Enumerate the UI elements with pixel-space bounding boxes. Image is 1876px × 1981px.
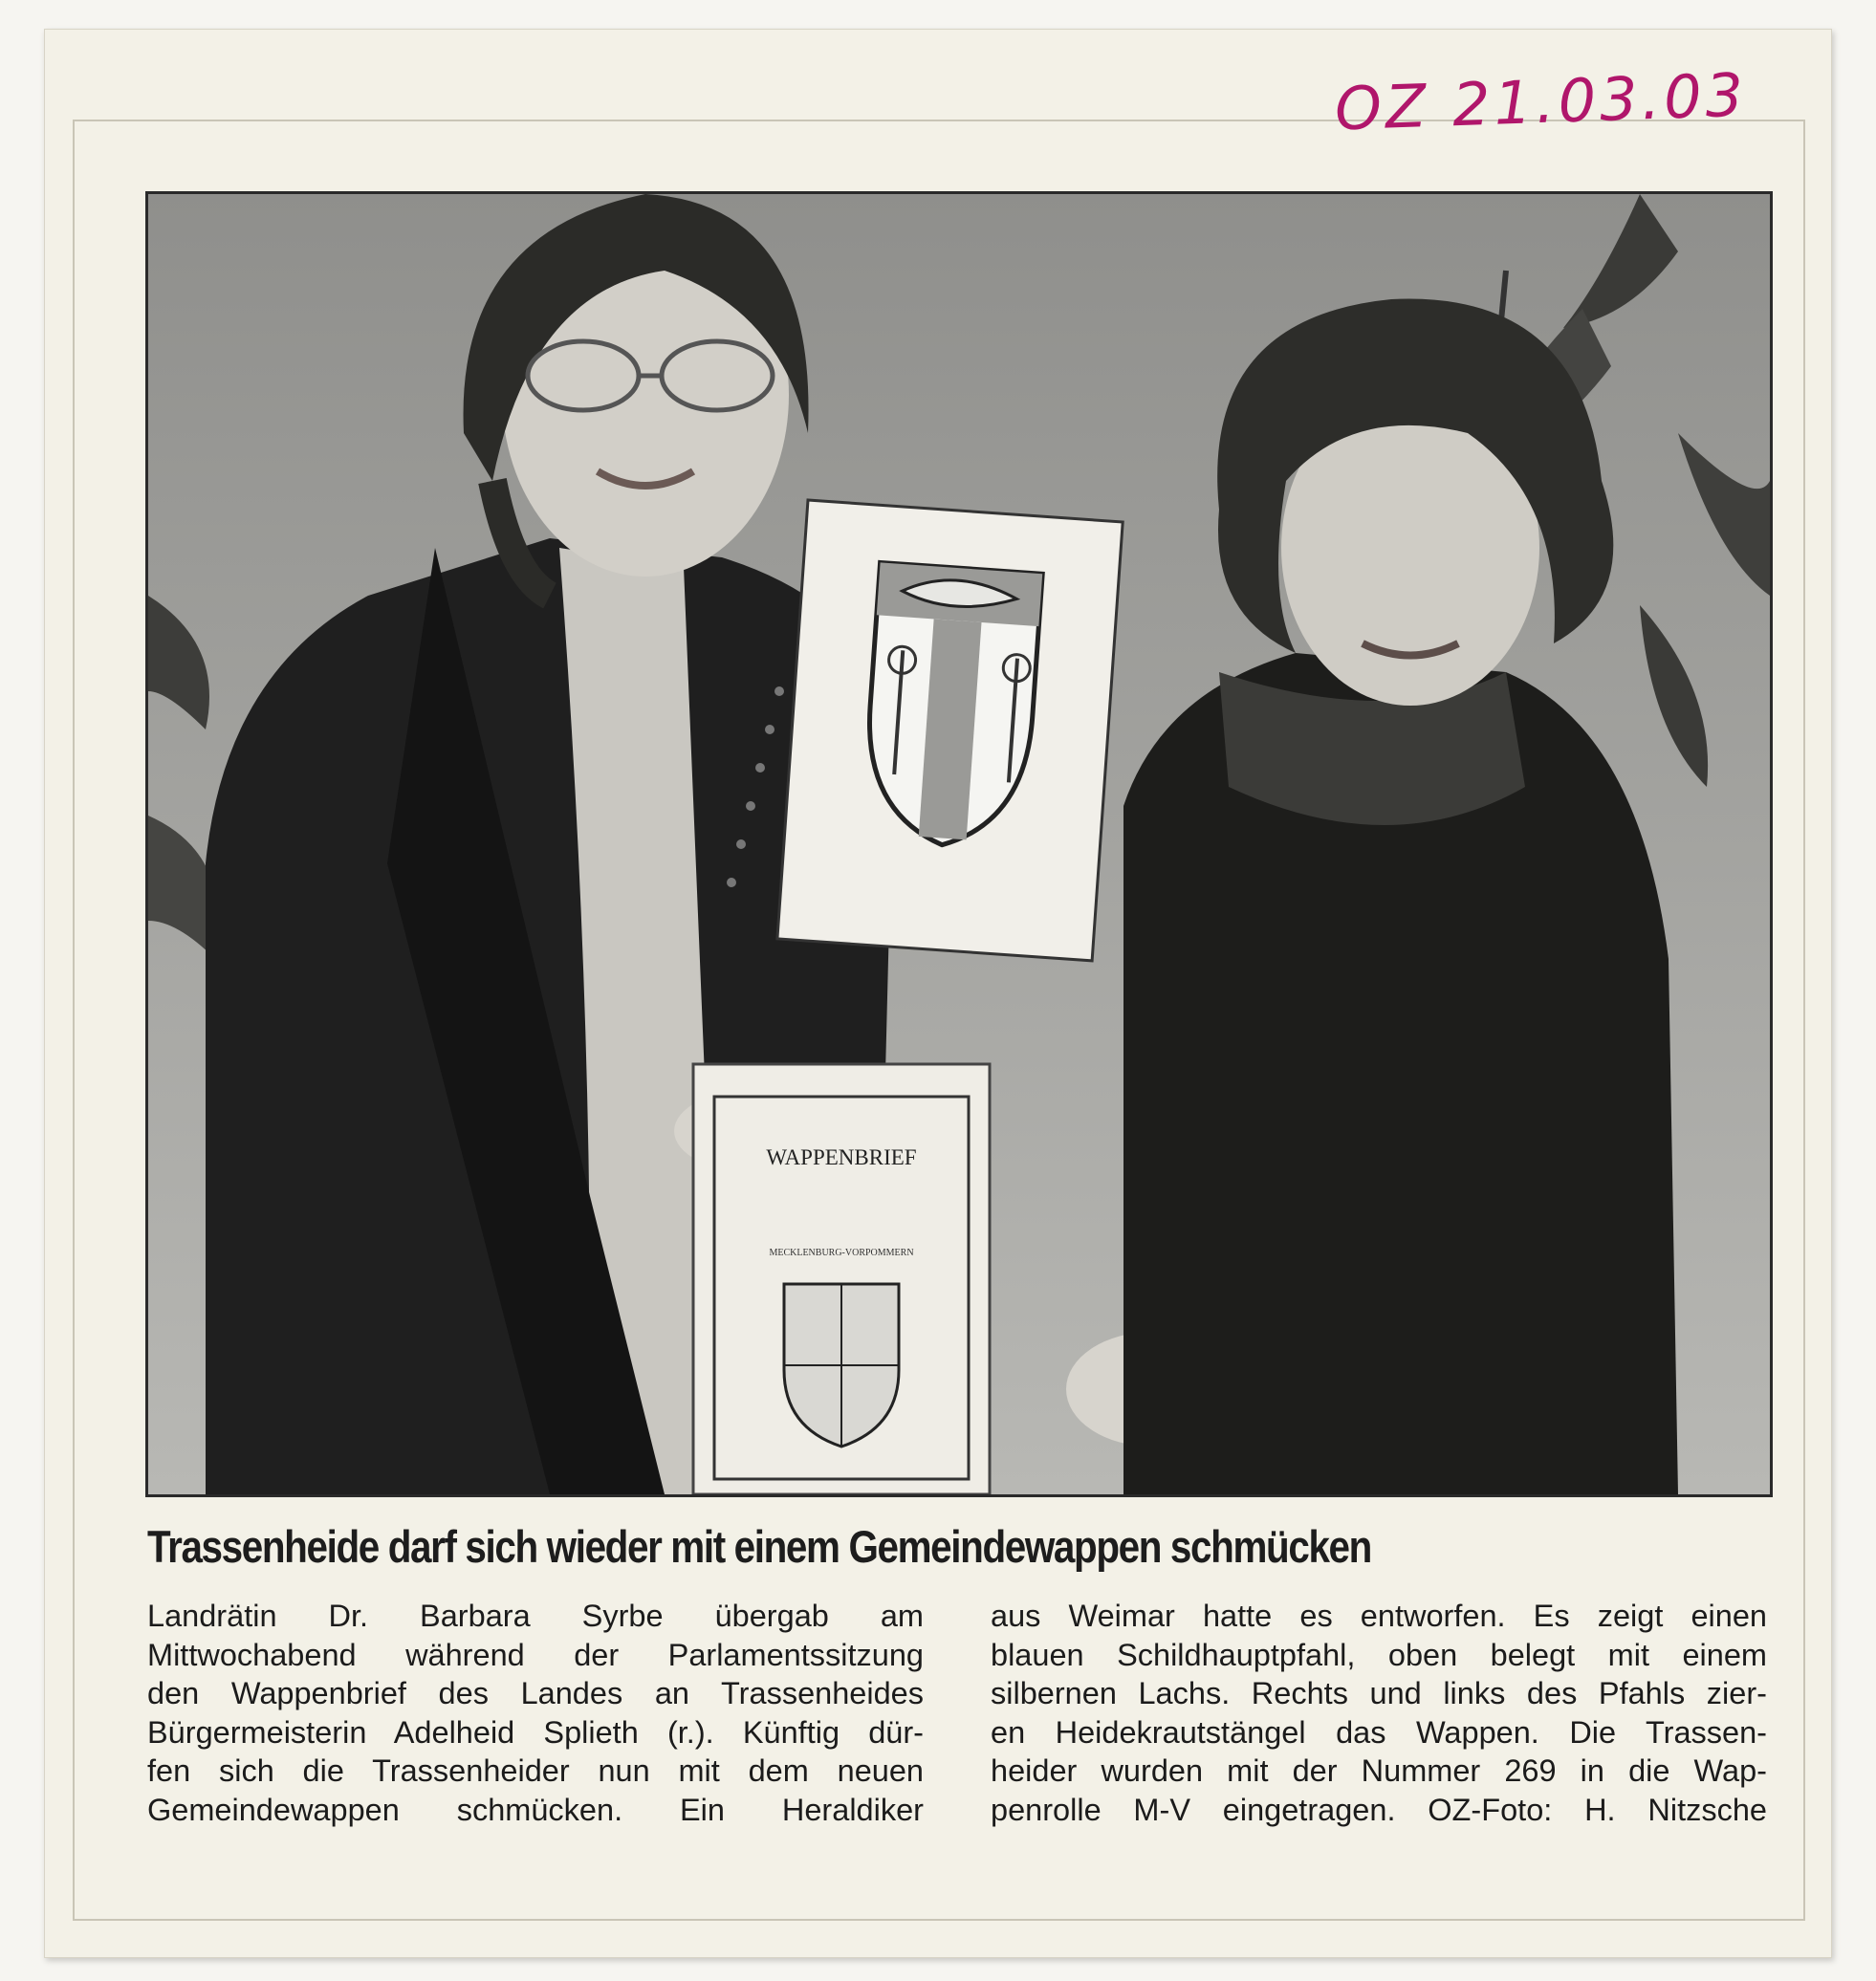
caption-line: en Heidekrautstängel das Wappen. Die Trassen- bbox=[991, 1714, 1767, 1750]
newspaper-clipping bbox=[44, 29, 1832, 1958]
caption-line: silbernen Lachs. Rechts und links des Pfahls zier- bbox=[991, 1676, 1767, 1710]
caption-left-column bbox=[147, 1597, 924, 1829]
caption-line: penrolle M-V eingetragen. OZ-Foto: H. Nitzsche bbox=[991, 1792, 1767, 1827]
date-stamp: OZ 21.03.03 bbox=[1333, 59, 1749, 144]
caption-line: fen sich die Trassenheider nun mit dem neuen bbox=[147, 1753, 924, 1788]
caption-line: heider wurden mit der Nummer 269 in die Wap- bbox=[991, 1753, 1767, 1788]
caption-line: aus Weimar hatte es entworfen. Es zeigt einen bbox=[991, 1599, 1767, 1633]
caption-right-column bbox=[991, 1597, 1767, 1829]
document-title: WAPPENBRIEF bbox=[766, 1145, 917, 1169]
caption-line: Bürgermeisterin Adelheid Splieth (r.). Künftig dür- bbox=[147, 1714, 924, 1750]
caption-line: Landrätin Dr. Barbara Syrbe übergab am bbox=[147, 1599, 924, 1633]
caption-line: blauen Schildhauptpfahl, oben belegt mit einem bbox=[991, 1637, 1767, 1672]
caption-line: Mittwochabend während der Parlamentssitzung bbox=[147, 1637, 924, 1672]
headline: Trassenheide darf sich wieder mit einem Gemeindewappen schmücken bbox=[147, 1521, 1371, 1572]
photo-illustration bbox=[148, 194, 1770, 1494]
news-photo bbox=[145, 191, 1773, 1497]
caption-line: den Wappenbrief des Landes an Trassenheides bbox=[147, 1676, 924, 1710]
document-subtitle: MECKLENBURG-VORPOMMERN bbox=[769, 1248, 914, 1258]
caption-line: Gemeindewappen schmücken. Ein Heraldiker bbox=[147, 1792, 924, 1827]
